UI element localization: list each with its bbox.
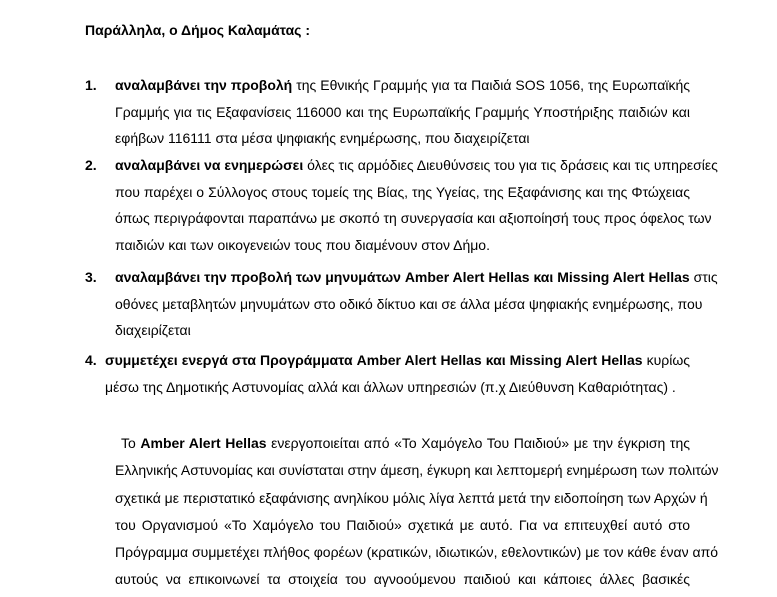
list-item-number: 1. (85, 77, 97, 93)
list-item-text (115, 152, 718, 258)
text-line: συμμετέχει ενεργά στα Προγράμματα Amber Alert Hellas και Missing Alert Hellas κυρίως (105, 352, 690, 368)
body-paragraph (115, 430, 719, 594)
text-line: οθόνες μεταβλητών μηνυμάτων στο οδικό δίκτυο και σε άλλα μέσα ψηφιακής ενημέρωσης, που (115, 295, 703, 312)
list-item-number: 4. (85, 352, 97, 368)
text-line: παιδιών και των οικογενειών τους που διαμένουν στον Δήμο. (115, 236, 490, 253)
list-item-number: 3. (85, 269, 97, 285)
section-heading: Παράλληλα, ο Δήμος Καλαμάτας : (85, 22, 311, 38)
text-line: Το Amber Alert Hellas ενεργοποιείται από «Το Χαμόγελο Του Παιδιού» με την έγκριση της (121, 435, 690, 451)
text-line: εφήβων 116111 στα μέσα ψηφιακής ενημέρωσης, που διαχειρίζεται (115, 130, 530, 146)
bold-lead: συμμετέχει ενεργά στα Προγράμματα Amber Alert Hellas και Missing Alert Hellas (105, 352, 643, 368)
list-item-text (105, 347, 690, 400)
bold-lead: αναλαμβάνει να ενημερώσει (115, 157, 304, 173)
bold-lead: αναλαμβάνει την προβολή (115, 77, 293, 93)
text-line: Πρόγραμμα συμμετέχει πλήθος φορέων (κρατικών, ιδιωτικών, εθελοντικών) με τον κάθε έναν από (115, 544, 719, 561)
text-line: που παρέχει ο Σύλλογος στους τομείς της Βίας, της Υγείας, της Εξαφάνισης και της Φτώχειας (115, 183, 690, 200)
text-line: διαχειρίζεται (115, 322, 191, 338)
text-line: Ελληνικής Αστυνομίας και συνίσταται στην άμεση, έγκυρη και λεπτομερή ενημέρωση των πολιτών (115, 462, 719, 479)
text-line: αναλαμβάνει την προβολή των μηνυμάτων Amber Alert Hellas και Missing Alert Hellas στις (115, 269, 718, 285)
list-item-text (115, 264, 718, 344)
text-line: αναλαμβάνει την προβολή της Εθνικής Γραμμής για τα Παιδιά SOS 1056, της Ευρωπαϊκής (115, 77, 690, 93)
text-line: αυτούς να επικοινωνεί τα στοιχεία του αγνοούμενου παιδιού και κάποιες άλλες βασικές (115, 571, 690, 588)
bold-lead: αναλαμβάνει την προβολή των μηνυμάτων Amber Alert Hellas και Missing Alert Hellas (115, 269, 690, 285)
text-line: του Οργανισμού «Το Χαμόγελο του Παιδιού» σχετικά με αυτό. Για να επιτευχθεί αυτό στο (115, 516, 690, 533)
text-line: αναλαμβάνει να ενημερώσει όλες τις αρμόδιες Διευθύνσεις του για τις δράσεις και τις υπηρεσίες (115, 157, 718, 173)
bold-lead: Amber Alert Hellas (140, 435, 267, 451)
text-line: μέσω της Δημοτικής Αστυνομίας αλλά και άλλων υπηρεσιών (π.χ Διεύθυνση Καθαριότητας) . (105, 378, 676, 395)
list-item-number: 2. (85, 157, 97, 173)
text-line: όπως περιγράφονται παραπάνω με σκοπό τη συνεργασία και αξιοποίησή τους προς όφελος των (115, 210, 712, 226)
text-line: Γραμμής για τις Εξαφανίσεις 116000 και της Ευρωπαϊκής Γραμμής Υποστήριξης παιδιών και (115, 103, 690, 120)
list-item-text (115, 72, 690, 152)
text-line: σχετικά με περιστατικό εξαφάνισης ανηλίκου μόλις λίγα λεπτά μετά την ειδοποίηση των Αρχών ή (115, 489, 708, 506)
